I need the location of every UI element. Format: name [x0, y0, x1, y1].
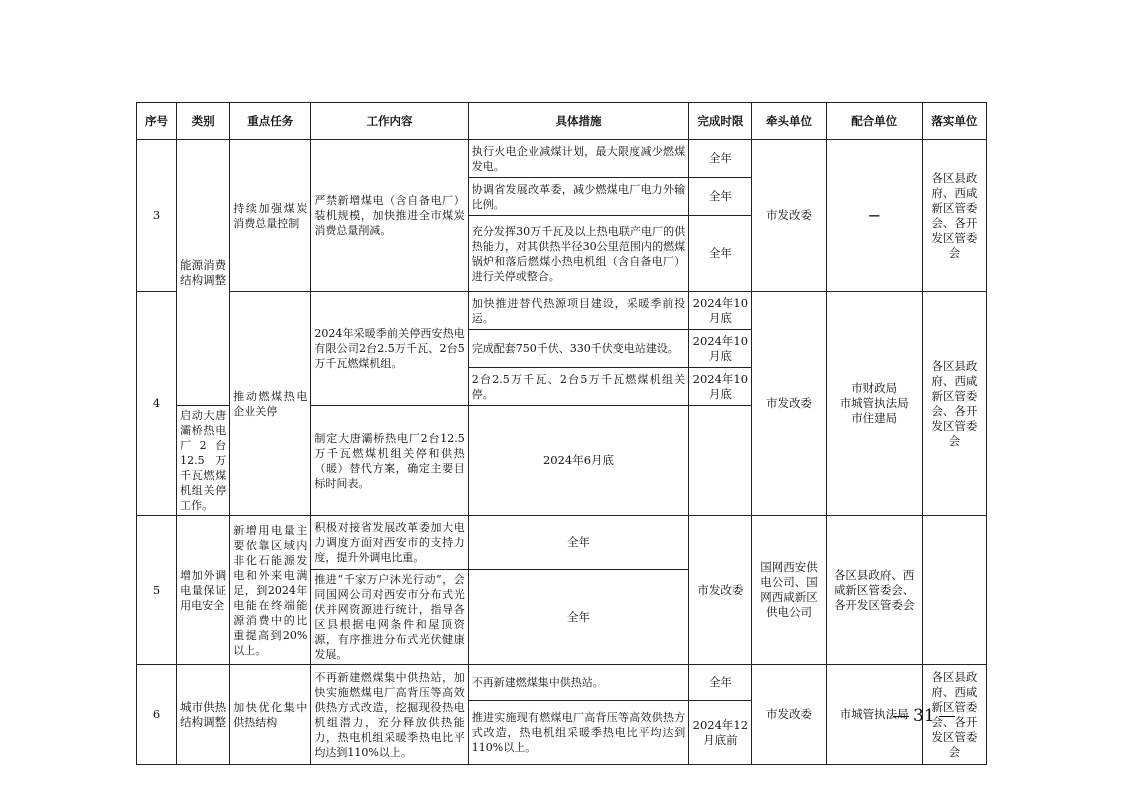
measure-cell: 2台2.5万千瓦、2台5万千瓦燃煤机组关停。: [468, 368, 689, 406]
content-cell: 严禁新增煤电（含自备电厂）装机规模，加快推进全市煤炭消费总量削减。: [311, 140, 468, 292]
impl-unit-cell: 各区县政府、西咸新区管委会、各开发区管委会: [826, 516, 922, 665]
impl-unit-cell: 各区县政府、西咸新区管委会、各开发区管委会: [922, 140, 986, 292]
table-row: [137, 140, 987, 178]
deadline-cell: 全年: [468, 516, 689, 570]
measure-cell: 完成配套750千伏、330千伏变电站建设。: [468, 330, 689, 368]
table-row: [137, 665, 987, 701]
row-number: 4: [137, 292, 177, 516]
deadline-cell: 全年: [468, 570, 689, 665]
col-header-content: 工作内容: [311, 103, 468, 140]
table-row: [137, 292, 987, 330]
col-header-partner: 配合单位: [826, 103, 922, 140]
page-number: [889, 706, 959, 726]
measure-cell: 协调省发展改革委，减少燃煤电厂电力外输比例。: [468, 178, 689, 216]
deadline-cell: 2024年12月底前: [689, 701, 752, 765]
lead-unit-cell: 市发改委: [752, 140, 826, 292]
deadline-cell: 全年: [689, 216, 752, 292]
col-header-impl: 落实单位: [922, 103, 986, 140]
dash-left: [893, 716, 909, 717]
task-cell: 加快优化集中供热结构: [230, 665, 311, 765]
deadline-cell: 2024年10月底: [689, 292, 752, 330]
measure-cell: 积极对接省发展改革委加大电力调度方面对西安市的支持力度，提升外调电比重。: [311, 516, 468, 570]
content-cell: 新增用电量主要依靠区域内非化石能源发电和外来电满足，到2024年电能在终端能源消费中的比重提高到20%以上。: [230, 516, 311, 665]
col-header-no: 序号: [137, 103, 177, 140]
deadline-cell: 全年: [689, 140, 752, 178]
task-cell: 推动燃煤热电企业关停: [230, 292, 311, 516]
lead-unit-cell: 市发改委: [752, 292, 826, 516]
partner-unit-cell: 市财政局 市城管执法局 市住建局: [826, 292, 922, 516]
measure-cell: 制定大唐灞桥热电厂2台12.5万千瓦燃煤机组关停和供热（暖）替代方案，确定主要目标时间表。: [311, 406, 468, 516]
content-cell: 不再新建燃煤集中供热站，加快实施燃煤电厂高背压等高效供热方式改造，挖掘现役热电机组潜力，充分释放供热能力，热电机组采暖季热电比平均达到110%以上。: [311, 665, 468, 765]
deadline-cell: 全年: [689, 178, 752, 216]
col-header-lead: 牵头单位: [752, 103, 826, 140]
content-cell: 启动大唐灞桥热电厂2台12.5万千瓦燃煤机组关停工作。: [177, 406, 230, 516]
impl-unit-cell: 各区县政府、西咸新区管委会、各开发区管委会: [922, 292, 986, 516]
partner-unit-cell: 市城管执法局: [826, 665, 922, 765]
header-row: [137, 103, 987, 140]
col-header-deadline: 完成时限: [689, 103, 752, 140]
col-header-measures: 具体措施: [468, 103, 689, 140]
deadline-cell: 2024年10月底: [689, 368, 752, 406]
page-number-text: 31: [913, 706, 935, 726]
content-cell: 2024年采暖季前关停西安热电有限公司2台2.5万千瓦、2台5万千瓦燃煤机组。: [311, 292, 468, 406]
impl-unit-cell: 各区县政府、西咸新区管委会、各开发区管委会: [922, 665, 986, 765]
category-cell: 城市供热结构调整: [177, 665, 230, 765]
task-cell: 增加外调电量保证用电安全: [177, 516, 230, 665]
lead-unit-cell: 市发改委: [752, 665, 826, 765]
category-cell: 能源消费结构调整: [177, 140, 230, 406]
measure-cell: 充分发挥30万千瓦及以上热电联产电厂的供热能力，对其供热半径30公里范围内的燃煤锅炉和落后燃煤小热电机组（含自备电厂）进行关停或整合。: [468, 216, 689, 292]
measure-cell: 推进实施现有燃煤电厂高背压等高效供热方式改造，热电机组采暖季热电比平均达到110%以上。: [468, 701, 689, 765]
task-table: [136, 102, 987, 765]
partner-unit-cell: —: [826, 140, 922, 292]
row-number: 3: [137, 140, 177, 292]
col-header-category: 类别: [177, 103, 230, 140]
col-header-task: 重点任务: [230, 103, 311, 140]
deadline-cell: 2024年10月底: [689, 330, 752, 368]
row-number: 6: [137, 665, 177, 765]
deadline-cell: 全年: [689, 665, 752, 701]
table-row: [137, 516, 987, 570]
measure-cell: 推进“千家万户沐光行动”，会同国网公司对西安市分布式光伏并网资源进行统计，指导各区县根据电网条件和屋顶资源，有序推进分布式光伏健康发展。: [311, 570, 468, 665]
row-number: 5: [137, 516, 177, 665]
measure-cell: 执行火电企业减煤计划，最大限度减少燃煤发电。: [468, 140, 689, 178]
measure-cell: 加快推进替代热源项目建设，采暖季前投运。: [468, 292, 689, 330]
deadline-cell: 2024年6月底: [468, 406, 689, 516]
measure-cell: 不再新建燃煤集中供热站。: [468, 665, 689, 701]
lead-unit-cell: 市发改委: [689, 516, 752, 665]
dash-right: [939, 716, 955, 717]
task-cell: 持续加强煤炭消费总量控制: [230, 140, 311, 292]
partner-unit-cell: 国网西安供电公司、国网西咸新区供电公司: [752, 516, 826, 665]
